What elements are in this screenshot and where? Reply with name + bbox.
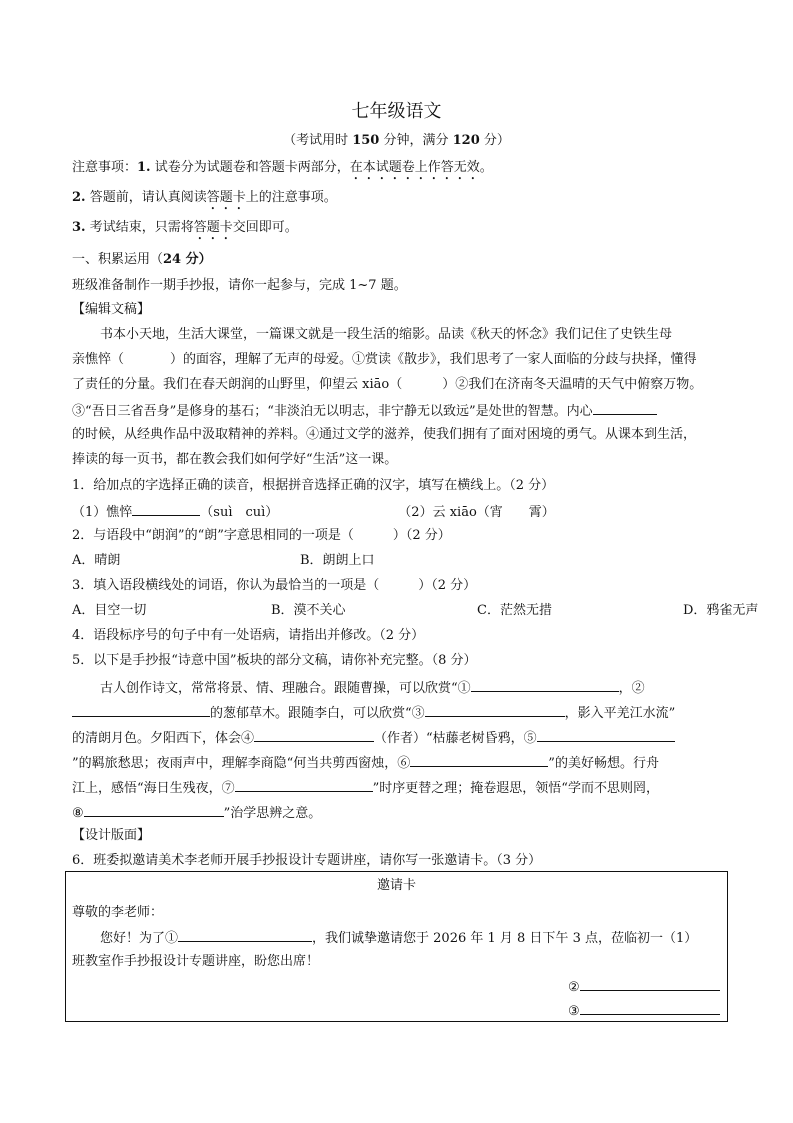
fill-blank[interactable] [178,927,312,942]
invitation-date [568,1000,720,1022]
poem-line [72,702,675,724]
design-label: 【设计版面】 [72,828,151,843]
section-intro: 班级准备制作一期手抄报，请你一起参与，完成 1~7 题。 [72,278,407,293]
exam-info-text: 分钟，满分 [379,133,453,148]
q1-item-text: （1）憔悴 [72,505,133,520]
note-number: 3. [72,220,86,235]
passage-text: ）②我们在济南冬天温晴的天气中俯察万物。 [442,377,703,392]
fill-blank[interactable] [537,727,675,742]
page-title: 七年级语文 [351,101,442,122]
invitation-card [65,871,728,1022]
passage-text: 了责任的分量。我们在春天朗润的山野里，仰望云 xiāo（ [72,377,403,392]
poem-text: ，② [618,681,645,696]
signature-marker: ② [568,980,580,995]
exam-info-text: 分） [479,133,510,148]
question-3: 3．填入语段横线处的词语，你认为最恰当的一项是（ ）（2 分） [72,578,477,593]
q2-option-a: A．晴朗 [72,553,121,568]
q1-item-text: （2）云 xiāo（宵 霄） [398,505,555,520]
poem-text: 的葱郁草木。跟随李白，可以欣赏“③ [210,706,425,721]
note-text: 答题前，请认真阅读 [85,190,207,205]
invitation-signature [568,976,720,998]
poem-text: ，影入平羌江水流” [564,706,676,721]
poem-text: 的清朗月色。夕阳西下，体会④ [72,731,255,746]
note-number: 1. [137,160,151,175]
poem-line [72,727,675,749]
note-text: 上的注意事项。 [245,190,337,205]
poem-text: ”治学思辨之意。 [223,806,322,821]
note-text: 考试结束，只需将 [85,220,194,235]
question-6: 6．班委拟邀请美术李老师开展手抄报设计专题讲座，请你写一张邀请卡。（3 分） [72,853,542,868]
fill-blank[interactable] [235,777,373,792]
invitation-body [100,927,697,949]
poem-line [72,802,321,824]
invitation-body: 班教室作手抄报设计专题讲座，盼您出席！ [72,954,320,969]
fill-blank[interactable] [410,752,548,767]
q3-option-c: C．茫然无措 [477,603,552,618]
note-emphasis: 在本试题卷上作答无效 [349,160,480,175]
poem-line [100,677,645,699]
question-1-items [72,501,555,523]
passage-line: 捧读的每一页书，都在教会我们如何学好“生活”这一课。 [72,452,398,467]
fill-blank[interactable] [471,677,619,692]
section-heading-text: 一、积累运用（ [72,252,164,267]
exam-score: 120 [452,133,480,148]
passage-text: 亲憔悴（ [72,352,125,367]
note-number: 2. [72,190,86,205]
passage-line: 的时候，从经典作品中汲取精神的养料。④通过文学的滋养，使我们拥有了面对困境的勇气。从课本到生活， [72,427,697,442]
note-1 [72,158,493,183]
fill-blank[interactable] [425,702,565,717]
question-4: 4．语段标序号的句子中有一处语病，请指出并修改。（2 分） [72,628,425,643]
passage-text: ③“吾日三省吾身”是修身的基石；“非淡泊无以明志，非宁静无以致远”是处世的智慧。内心 [72,404,593,419]
section-heading [72,250,212,270]
q3-option-b: B．漠不关心 [271,603,346,618]
passage-text: ）的面容，理解了无声的母爱。①赏读《散步》，我们思考了一家人面临的分歧与抉择，懂得 [170,352,697,367]
note-emphasis: 答题卡 [193,220,233,235]
note-3 [72,218,298,243]
section-score: 24 [163,252,182,267]
passage-line: 书本小天地，生活大课堂，一篇课文就是一段生活的缩影。品读《秋天的怀念》我们记住了史铁生母 [100,327,673,342]
q1-item-options: （suì cuì） [200,505,279,520]
poem-text: ”的美好畅想。行舟 [548,756,659,771]
exam-info [0,131,793,151]
poem-text: 古人创作诗文，常常将景、情、理融合。跟随曹操，可以欣赏“① [100,681,471,696]
fill-blank[interactable] [593,400,657,415]
invitation-greeting: 尊敬的李老师： [72,905,164,920]
question-5: 5．以下是手抄报“诗意中国”板块的部分文稿，请你补充完整。（8 分） [72,653,477,668]
note-text: 交回即可。 [232,220,298,235]
exam-minutes: 150 [352,133,380,148]
fill-blank[interactable] [254,727,374,742]
passage-line [72,400,657,422]
q3-option-d: D．鸦雀无声 [683,603,759,618]
fill-blank[interactable] [580,976,720,991]
fill-blank[interactable] [580,1000,720,1015]
note-emphasis: 答题卡 [206,190,246,205]
invitation-text: 您好！为了① [100,931,179,946]
note-2 [72,188,337,213]
edit-label: 【编辑文稿】 [72,302,151,317]
invitation-text: ，我们诚挚邀请您于 2026 年 1 月 8 日下午 3 点，莅临初一（1） [312,931,698,946]
poem-text: ⑧ [72,806,84,821]
notes-prefix: 注意事项： [72,160,138,175]
section-heading-text: 分） [181,252,212,267]
poem-line [72,777,659,799]
passage-line [72,350,697,370]
poem-text: （作者）“枯藤老树昏鸦，⑤ [374,731,537,746]
poem-text: 江上，感悟“海日生残夜，⑦ [72,781,235,796]
q2-option-b: B．朗朗上口 [300,553,375,568]
note-text: 试卷分为试题卷和答题卡两部分， [150,160,350,175]
note-text: 。 [479,160,493,175]
question-2: 2．与语段中“朗润”的“朗”字意思相同的一项是（ ）（2 分） [72,528,451,543]
q3-option-a: A．目空一切 [72,603,147,618]
fill-blank[interactable] [72,702,210,717]
passage-line [72,375,702,395]
fill-blank[interactable] [132,501,200,516]
poem-text: ”的羁旅愁思；夜雨声中，理解李商隐“何当共剪西窗烛，⑥ [72,756,411,771]
poem-text: ”时序更替之理；掩卷遐思，领悟“学而不思则罔， [372,781,659,796]
poem-line [72,752,659,774]
fill-blank[interactable] [84,802,224,817]
exam-info-text: （考试用时 [283,133,353,148]
date-marker: ③ [568,1004,580,1019]
question-1: 1．给加点的字选择正确的读音，根据拼音选择正确的汉字，填写在横线上。（2 分） [72,478,555,493]
invitation-title: 邀请卡 [376,878,416,893]
